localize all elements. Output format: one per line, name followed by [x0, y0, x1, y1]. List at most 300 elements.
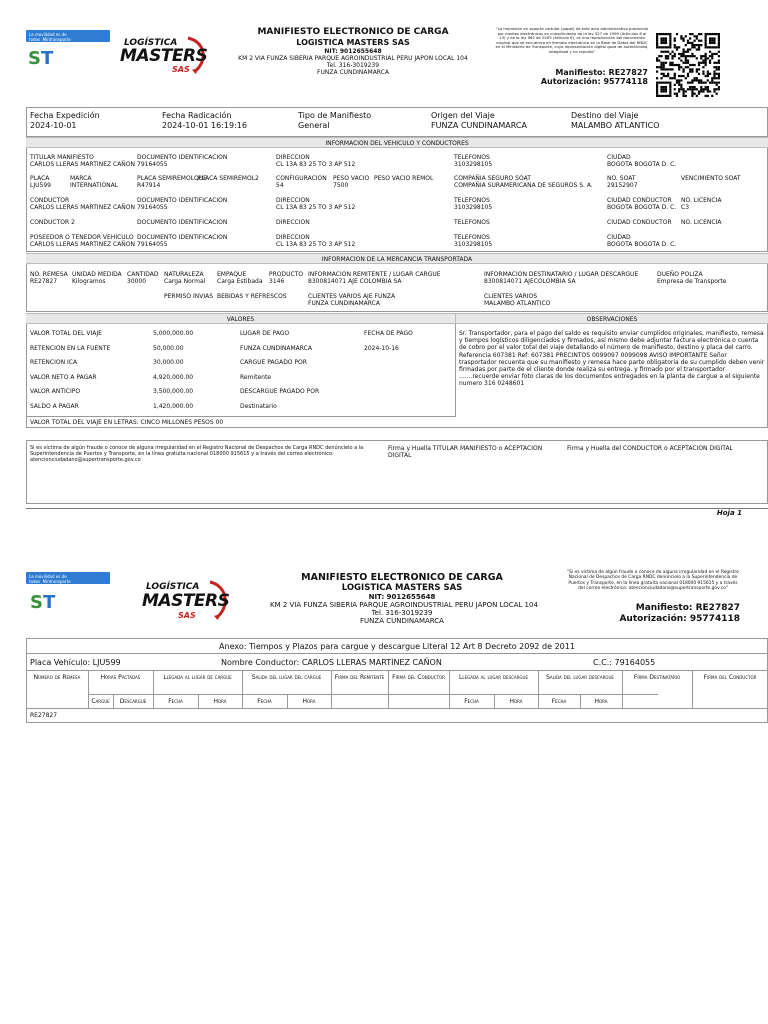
- logistica-masters-logo-2: [140, 578, 232, 624]
- qr-finder-module: [705, 42, 707, 44]
- qr-finder-module: [669, 46, 671, 48]
- qr-module: [689, 48, 691, 50]
- qr-module: [678, 82, 680, 84]
- nombre-conductor: Nombre Conductor: CARLOS LLERAS MARTINEZ CAÑON: [221, 658, 442, 667]
- qr-module: [691, 93, 693, 95]
- qr-finder-module: [709, 33, 711, 35]
- qr-module: [716, 66, 718, 68]
- qr-module: [713, 66, 715, 68]
- qr-module: [687, 59, 689, 61]
- qr-module: [691, 46, 693, 48]
- th-salida-cargue: Salida del lugar del cargue: [251, 674, 322, 681]
- company-phone-2: Tel. 316-3019239: [371, 609, 433, 617]
- qr-module: [676, 46, 678, 48]
- qr-module: [676, 95, 678, 97]
- cedula-conductor: C.C.: 79164055: [593, 658, 656, 667]
- qr-module: [658, 59, 660, 61]
- qr-module: [694, 40, 696, 42]
- qr-module: [682, 95, 684, 97]
- qr-finder-module: [660, 46, 662, 48]
- sub-fecha-4: Fecha: [551, 698, 567, 705]
- manifiesto-number-2: Manifiesto: RE27827: [635, 603, 740, 613]
- qr-module: [689, 82, 691, 84]
- valores-row-pago-info: DESCARGUE PAGADO POR: [240, 388, 320, 395]
- producto-header: PRODUCTO: [269, 271, 304, 278]
- qr-finder-module: [660, 37, 662, 39]
- placa-value: LJU599: [30, 182, 51, 189]
- qr-module: [709, 82, 711, 84]
- qr-module: [680, 53, 682, 55]
- qr-module: [678, 68, 680, 70]
- vehiculo-section-header: INFORMACION DEL VEHICULO Y CONDUCTORES: [26, 137, 768, 148]
- qr-finder-module: [669, 86, 671, 88]
- qr-module: [689, 71, 691, 73]
- qr-finder-module: [663, 42, 665, 44]
- qr-module: [671, 64, 673, 66]
- conductor-doc-value: 79164055: [137, 204, 168, 211]
- qr-finder-module: [705, 37, 707, 39]
- titular-tel-value: 3103298105: [454, 161, 493, 168]
- qr-module: [685, 95, 687, 97]
- qr-module: [700, 57, 702, 59]
- qr-module: [674, 55, 676, 57]
- remitente-value: 8300814071 AJE COLOMBIA SA: [308, 278, 402, 285]
- poseedor-tel-value: 3103298105: [454, 241, 493, 248]
- destinatario-header: INFORMACION DESTINATARIO / LUGAR DESCARGUE: [484, 271, 639, 278]
- logo-ministry-2: Mintransporte: [42, 579, 71, 584]
- company-nit: NIT: 9012655648: [324, 48, 382, 55]
- qr-module: [700, 90, 702, 92]
- qr-module: [698, 48, 700, 50]
- logo-ministry: Mintransporte: [42, 37, 71, 42]
- qr-finder-module: [718, 44, 720, 46]
- th-remesa: Número de Remesa: [33, 674, 81, 681]
- qr-module: [713, 90, 715, 92]
- logo-tagline-2: La movilidad es de todos: [29, 574, 67, 584]
- svg-text:S: S: [30, 592, 43, 613]
- qr-module: [687, 48, 689, 50]
- qr-module: [682, 68, 684, 70]
- fecha-radicacion-value: 2024-10-01 16:19:16: [162, 121, 247, 130]
- conductor-tel-label: TELEFONOS: [454, 197, 490, 204]
- qr-module: [694, 64, 696, 66]
- qr-module: [689, 64, 691, 66]
- qr-module: [702, 71, 704, 73]
- company-name: LOGISTICA MASTERS SAS: [296, 38, 410, 47]
- qr-module: [678, 84, 680, 86]
- qr-module: [676, 82, 678, 84]
- qr-module: [663, 73, 665, 75]
- mintransporte-logo-2: [26, 572, 110, 584]
- qr-finder-module: [660, 88, 662, 90]
- qr-module: [711, 55, 713, 57]
- aseguradora-soat-label: COMPAÑIA SEGURO SOAT: [454, 175, 531, 182]
- qr-module: [687, 73, 689, 75]
- qr-module: [678, 90, 680, 92]
- qr-module: [716, 82, 718, 84]
- placa-vehiculo: Placa Vehículo: LJU599: [30, 658, 121, 667]
- qr-module: [709, 62, 711, 64]
- qr-finder-module: [711, 42, 713, 44]
- qr-finder-module: [658, 82, 660, 84]
- sub-hora-4: Hora: [594, 698, 608, 705]
- conductor-doc-label: DOCUMENTO IDENTIFICACION: [137, 197, 228, 204]
- naturaleza-header: NATURALEZA: [164, 271, 204, 278]
- qr-finder-module: [718, 33, 720, 35]
- qr-module: [682, 71, 684, 73]
- sub-descargue: Descargue: [119, 698, 147, 705]
- qr-module: [694, 88, 696, 90]
- qr-finder-module: [656, 40, 658, 42]
- titular-dir-label: DIRECCION: [276, 154, 310, 161]
- qr-finder-module: [656, 93, 658, 95]
- qr-module: [718, 66, 720, 68]
- qr-module: [680, 86, 682, 88]
- qr-finder-module: [669, 84, 671, 86]
- qr-finder-module: [665, 42, 667, 44]
- qr-module: [702, 59, 704, 61]
- qr-module: [691, 79, 693, 81]
- svg-text:T: T: [43, 592, 56, 613]
- qr-finder-module: [705, 35, 707, 37]
- qr-finder-module: [669, 35, 671, 37]
- qr-module: [663, 66, 665, 68]
- qr-finder-module: [718, 35, 720, 37]
- naturaleza-value: Carga Normal: [164, 278, 206, 285]
- logo-text-masters: MASTERS: [120, 46, 208, 66]
- qr-module: [678, 66, 680, 68]
- qr-module: [663, 75, 665, 77]
- qr-finder-module: [667, 46, 669, 48]
- qr-module: [691, 44, 693, 46]
- qr-module: [700, 62, 702, 64]
- qr-module: [689, 37, 691, 39]
- qr-module: [685, 66, 687, 68]
- sub-fecha-3: Fecha: [464, 698, 479, 705]
- qr-module: [674, 88, 676, 90]
- qr-module: [671, 68, 673, 70]
- qr-module: [660, 55, 662, 57]
- qr-module: [669, 68, 671, 70]
- qr-finder-module: [665, 82, 667, 84]
- licencia-value: C3: [681, 204, 690, 211]
- fecha-radicacion-label: Fecha Radicación: [162, 111, 232, 120]
- qr-module: [682, 75, 684, 77]
- empaque-value: Carga Estibada: [217, 278, 263, 285]
- qr-module: [667, 73, 669, 75]
- qr-finder-module: [665, 95, 667, 97]
- remitente-nombre: CLIENTES VARIOS AJE FUNZA: [308, 293, 396, 300]
- qr-module: [691, 64, 693, 66]
- th-firma-conductor: Firma del Conductor: [392, 674, 445, 681]
- qr-module: [702, 73, 704, 75]
- poseedor-ciudad-label: CIUDAD: [607, 234, 631, 241]
- qr-module: [707, 95, 709, 97]
- qr-module: [682, 88, 684, 90]
- qr-module: [687, 62, 689, 64]
- licencia-label: NO. LICENCIA: [681, 197, 722, 204]
- qr-finder-module: [660, 40, 662, 42]
- qr-module: [713, 71, 715, 73]
- valores-row-fecha-info: FECHA DE PAGO: [364, 330, 413, 337]
- qr-module: [680, 75, 682, 77]
- qr-finder-module: [707, 46, 709, 48]
- qr-module: [674, 44, 676, 46]
- qr-finder-module: [669, 40, 671, 42]
- qr-code: [656, 33, 720, 99]
- qr-module: [689, 88, 691, 90]
- qr-finder-module: [656, 84, 658, 86]
- valores-row-pago-info: CARGUE PAGADO POR: [240, 359, 307, 366]
- valores-divider: [455, 324, 456, 417]
- poseedor-ciudad-value: BOGOTA BOGOTA D. C.: [607, 241, 677, 248]
- qr-module: [682, 55, 684, 57]
- qr-module: [711, 95, 713, 97]
- qr-module: [674, 77, 676, 79]
- origen-label: Origen del Viaje: [431, 111, 495, 120]
- qr-module: [665, 62, 667, 64]
- qr-finder-module: [716, 33, 718, 35]
- company-phone: Tel. 316-3019239: [326, 62, 380, 69]
- qr-module: [705, 55, 707, 57]
- header-block: [230, 27, 476, 76]
- qr-module: [698, 44, 700, 46]
- cantidad-header: CANTIDAD: [127, 271, 159, 278]
- logistica-masters-logo: [118, 34, 210, 78]
- anexo-title: Anexo: Tiempos y Plazos para cargue y descargue Literal 12 Art 8 Decreto 2092 de 2011: [219, 642, 575, 651]
- autorizacion-number-2: Autorización: 95774118: [619, 614, 740, 624]
- company-address: KM 2 VIA FUNZA SIBERIA PARQUE AGROINDUSTRIAL PERU JAPON LOCAL 104: [238, 55, 468, 62]
- qr-finder-module: [660, 33, 662, 35]
- fecha-expedicion-label: Fecha Expedición: [30, 111, 100, 120]
- qr-finder-module: [663, 37, 665, 39]
- qr-module: [665, 51, 667, 53]
- qr-module: [698, 68, 700, 70]
- fraude-note-2: "Si es víctima de algún fraude o conoce de alguna irregularidad en el Registro Nacional de Despachos de Carga RNDC denúncielo a la Superintendencia de Puertos y Transporte, en la línea gratuita nacional 018000 915615 y a través del correo electrónico: atencionciudadano@supertransporte.gov.co": [567, 570, 739, 592]
- valores-row-label: VALOR NETO A PAGAR: [30, 374, 97, 381]
- qr-finder-module: [709, 40, 711, 42]
- qr-module: [700, 40, 702, 42]
- origen-value: FUNZA CUNDINAMARCA: [431, 121, 527, 130]
- qr-module: [707, 79, 709, 81]
- qr-module: [671, 77, 673, 79]
- qr-finder-module: [709, 37, 711, 39]
- qr-module: [680, 79, 682, 81]
- sub-fecha-1: Fecha: [168, 698, 183, 705]
- qr-finder-module: [667, 33, 669, 35]
- qr-module: [696, 35, 698, 37]
- qr-module: [694, 55, 696, 57]
- qr-module: [716, 53, 718, 55]
- qr-module: [702, 90, 704, 92]
- qr-module: [709, 73, 711, 75]
- logo-text-logistica-2: LOGÍSTICA: [146, 582, 200, 592]
- qr-module: [689, 86, 691, 88]
- conductor-value: CARLOS LLERAS MARTINEZ CAÑON: [30, 204, 135, 211]
- qr-module: [709, 55, 711, 57]
- qr-finder-module: [656, 82, 658, 84]
- qr-module: [713, 77, 715, 79]
- tipo-manifiesto-value: General: [298, 121, 330, 130]
- qr-module: [709, 59, 711, 61]
- qr-module: [687, 66, 689, 68]
- poseedor-tel-label: TELEFONOS: [454, 234, 490, 241]
- qr-module: [705, 95, 707, 97]
- qr-module: [663, 64, 665, 66]
- qr-finder-module: [656, 95, 658, 97]
- valores-row-value: 3,500,000.00: [153, 388, 194, 395]
- company-city: FUNZA CUNDINAMARCA: [317, 69, 389, 76]
- qr-finder-module: [669, 37, 671, 39]
- logo-tagline: La movilidad es de todos: [29, 32, 67, 42]
- qr-module: [713, 88, 715, 90]
- ciudad-conductor2-label: CIUDAD CONDUCTOR: [607, 219, 672, 226]
- qr-module: [687, 51, 689, 53]
- configuracion-value: 54: [276, 182, 284, 189]
- valores-row-value: 5,000,000.00: [153, 330, 194, 337]
- qr-finder-module: [663, 86, 665, 88]
- qr-module: [674, 53, 676, 55]
- qr-module: [705, 59, 707, 61]
- qr-module: [718, 68, 720, 70]
- qr-finder-module: [718, 37, 720, 39]
- valores-row-value: 1,420,000.00: [153, 403, 194, 410]
- qr-finder-module: [656, 33, 658, 35]
- qr-module: [678, 88, 680, 90]
- valores-row-value: 30,000.00: [153, 359, 184, 366]
- logo-text-sas: SAS: [172, 65, 190, 74]
- qr-module: [698, 33, 700, 35]
- qr-finder-module: [656, 42, 658, 44]
- page-number: Hoja 1: [716, 509, 742, 517]
- qr-finder-module: [669, 93, 671, 95]
- qr-module: [682, 51, 684, 53]
- qr-module: [702, 66, 704, 68]
- qr-module: [694, 35, 696, 37]
- qr-module: [691, 42, 693, 44]
- qr-module: [707, 57, 709, 59]
- destino-label: Destino del Viaje: [571, 111, 639, 120]
- valor-en-letras: VALOR TOTAL DEL VIAJE EN LETRAS: CINCO MILLONES PESOS 00: [30, 419, 224, 426]
- valores-row-label: VALOR ANTICIPO: [30, 388, 81, 395]
- qr-finder-module: [656, 86, 658, 88]
- titular-doc-value: 79164055: [137, 161, 168, 168]
- svg-text:T: T: [41, 48, 54, 69]
- qr-module: [691, 68, 693, 70]
- qr-module: [667, 55, 669, 57]
- logo-text-masters-2: MASTERS: [142, 591, 230, 611]
- qr-finder-module: [658, 33, 660, 35]
- qr-finder-module: [656, 46, 658, 48]
- qr-module: [718, 73, 720, 75]
- sub-hora-2: Hora: [302, 698, 316, 705]
- qr-module: [705, 57, 707, 59]
- licencia2-label: NO. LICENCIA: [681, 219, 722, 226]
- conductor-dir-value: CL 13A 83 25 TO 3 AP 512: [276, 204, 356, 211]
- qr-module: [660, 73, 662, 75]
- qr-module: [707, 88, 709, 90]
- qr-module: [678, 57, 680, 59]
- qr-module: [678, 75, 680, 77]
- qr-module: [705, 75, 707, 77]
- poseedor-value: CARLOS LLERAS MARTINEZ CAÑON: [30, 241, 135, 248]
- qr-module: [718, 82, 720, 84]
- qr-module: [676, 48, 678, 50]
- qr-module: [698, 46, 700, 48]
- fecha-expedicion-value: 2024-10-01: [30, 121, 77, 130]
- qr-module: [696, 88, 698, 90]
- qr-finder-module: [663, 90, 665, 92]
- qr-module: [718, 75, 720, 77]
- qr-module: [665, 68, 667, 70]
- qr-module: [667, 68, 669, 70]
- th-llegada-descargue: Llegada al lugar descargue: [459, 674, 528, 681]
- qr-module: [682, 93, 684, 95]
- qr-module: [667, 51, 669, 53]
- qr-module: [674, 75, 676, 77]
- placa-semi2-label: PLACA SEMIREMOL2: [198, 175, 259, 182]
- qr-finder-module: [669, 44, 671, 46]
- qr-finder-module: [660, 82, 662, 84]
- qr-module: [669, 64, 671, 66]
- qr-finder-module: [656, 90, 658, 92]
- qr-module: [711, 77, 713, 79]
- qr-module: [700, 55, 702, 57]
- document-title-2: MANIFIESTO ELECTRONICO DE CARGA: [301, 572, 503, 583]
- qr-module: [667, 75, 669, 77]
- page-divider: [26, 508, 768, 509]
- qr-module: [698, 93, 700, 95]
- qr-finder-module: [669, 82, 671, 84]
- titular-ciudad-label: CIUDAD: [607, 154, 631, 161]
- fraude-note: Si es víctima de algún fraude o conoce de alguna irregularidad en el Registro Nacional de Despachos de Carga RNDC denúncielo a la Superintendencia de Puertos y Transporte, en la línea gratuita nacional 018000 915615 y a través del correo electrónico: atencionciudadano@supertransporte.gov.co: [30, 445, 364, 463]
- qr-module: [698, 40, 700, 42]
- qr-module: [687, 42, 689, 44]
- qr-module: [656, 59, 658, 61]
- qr-module: [696, 44, 698, 46]
- qr-module: [682, 53, 684, 55]
- valores-row-value: 4,920,000.00: [153, 374, 194, 381]
- qr-module: [698, 79, 700, 81]
- qr-module: [700, 88, 702, 90]
- qr-module: [707, 90, 709, 92]
- qr-module: [678, 46, 680, 48]
- remitente-header: INFORMACION REMITENTE / LUGAR CARGUE: [308, 271, 441, 278]
- qr-module: [689, 68, 691, 70]
- qr-module: [658, 66, 660, 68]
- qr-finder-module: [713, 42, 715, 44]
- qr-module: [682, 40, 684, 42]
- qr-finder-module: [665, 37, 667, 39]
- valores-row-label: VALOR TOTAL DEL VIAJE: [30, 330, 102, 337]
- sub-hora-3: Hora: [509, 698, 523, 705]
- tiempos-subheader-line: [88, 694, 658, 695]
- qr-finder-module: [711, 37, 713, 39]
- qr-module: [707, 71, 709, 73]
- sub-cargue: Cargue: [91, 698, 110, 705]
- qr-finder-module: [665, 86, 667, 88]
- qr-module: [680, 59, 682, 61]
- mercancia-section-header: INFORMACION DE LA MERCANCIA TRANSPORTADA: [26, 253, 768, 264]
- supertransporte-logo-2: [30, 590, 64, 614]
- qr-module: [682, 37, 684, 39]
- unidad-value: Kilogramos: [72, 278, 106, 285]
- qr-finder-module: [669, 95, 671, 97]
- qr-module: [674, 84, 676, 86]
- qr-module: [718, 86, 720, 88]
- remesa-value: RE27827: [30, 278, 58, 285]
- firma-titular-label: Firma y Huella TITULAR MANIFIESTO o ACEPTACION DIGITAL: [388, 445, 543, 459]
